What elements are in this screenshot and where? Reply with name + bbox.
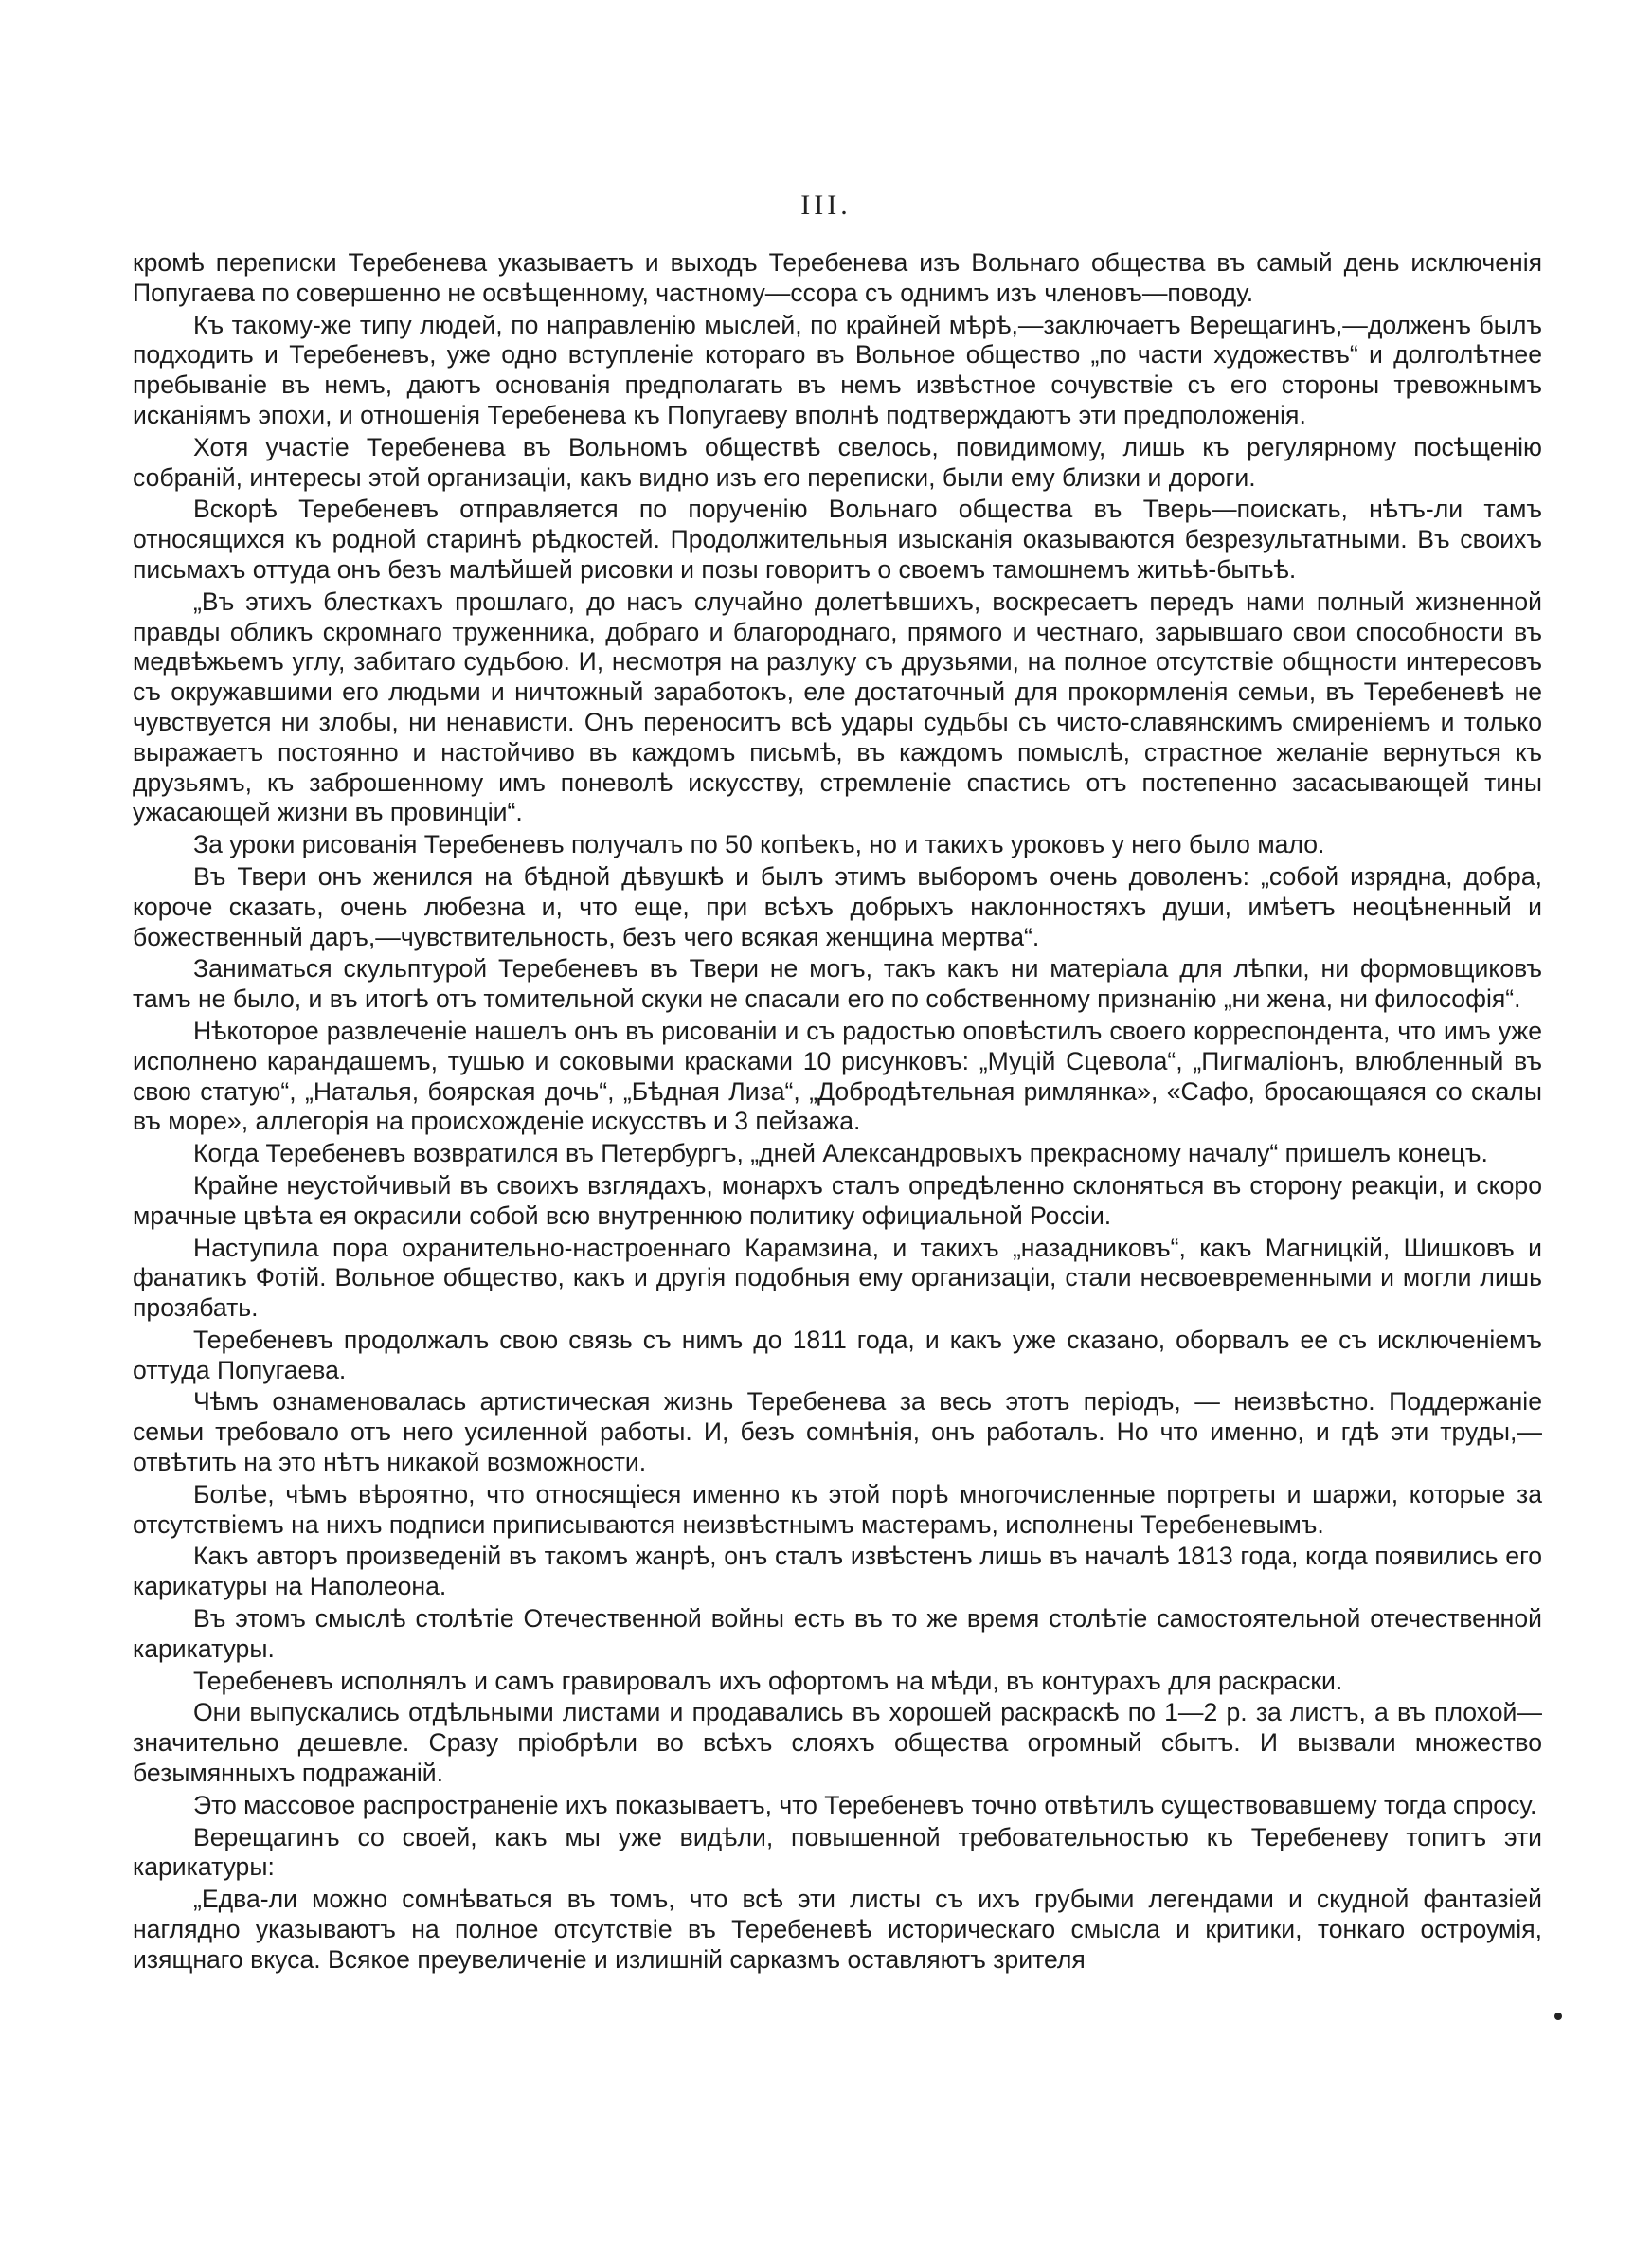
paragraph: Наступила пора охранительно-настроеннаго Карамзина, и такихъ „назадниковъ“, какъ Магницкій, Шишковъ и фанатикъ Фотій. Вольное общество, какъ и другія подобныя ему организаціи, стали несвоевременными и могли лишь прозябать. [133, 1233, 1542, 1323]
paragraph: Когда Теребеневъ возвратился въ Петербургъ, „дней Александровыхъ прекрасному началу“ пришелъ конецъ. [193, 1139, 1488, 1168]
paragraph: „Едва-ли можно сомнѣваться въ томъ, что всѣ эти листы съ ихъ грубыми легендами и скудной фантазіей наглядно указываютъ на полное отсутствіе въ Теребеневѣ историческаго смысла и критики, тонкаго остроумія, изящнаго вкуса. Всякое преувеличеніе и излишній сарказмъ оставляютъ зрителя [133, 1885, 1542, 1974]
paragraph: Теребеневъ исполнялъ и самъ гравировалъ ихъ офортомъ на мѣди, въ контурахъ для раскраски. [193, 1666, 1343, 1695]
paragraph: Это массовое распространеніе ихъ показываетъ, что Теребеневъ точно отвѣтилъ существовавшему тогда спросу. [193, 1790, 1537, 1819]
paragraph: Хотя участіе Теребенева въ Вольномъ обществѣ свелось, повидимому, лишь къ регулярному посѣщенію собраній, интересы этой организаціи, какъ видно изъ его переписки, были ему близки и дороги. [133, 432, 1542, 492]
paragraph: Теребеневъ продолжалъ свою связь съ нимъ до 1811 года, и какъ уже сказано, оборвалъ ее съ исключеніемъ оттуда Попугаева. [133, 1325, 1542, 1384]
paragraph: Болѣе, чѣмъ вѣроятно, что относящіеся именно къ этой порѣ многочисленные портреты и шаржи, которые за отсутствіемъ на нихъ подписи приписываются неизвѣстнымъ мастерамъ, исполнены Теребеневымъ. [133, 1479, 1542, 1539]
ink-dot [1554, 2013, 1562, 2020]
paragraph: „Въ этихъ блесткахъ прошлаго, до насъ случайно долетѣвшихъ, воскресаетъ передъ нами полный жизненной правды обликъ скромнаго труженника, добраго и благороднаго, прямого и честнаго, зарывшаго свои способности въ медвѣжьемъ углу, забитаго судьбою. И, несмотря на разлуку съ друзьями, на полное отсутствіе общности интересовъ съ окружавшими его людьми и ничтожный заработокъ, еле достаточный для прокормленія семьи, въ Теребеневѣ не чувствуется ни злобы, ни ненависти. Онъ переноситъ всѣ удары судьбы съ чисто-славянскимъ смиреніемъ и только выражаетъ постоянно и настойчиво въ каждомъ письмѣ, въ каждомъ помыслѣ, страстное желаніе вернуться къ друзьямъ, къ заброшенному имъ поневолѣ искусству, стремленіе спастись отъ постепенно засасывающей тины ужасающей жизни въ провинціи“. [133, 587, 1542, 827]
paragraph: Въ этомъ смыслѣ столѣтіе Отечественной войны есть въ то же время столѣтіе самостоятельной отечественной карикатуры. [133, 1604, 1542, 1663]
paragraph: Къ такому-же типу людей, по направленію мыслей, по крайней мѣрѣ,—заключаетъ Верещагинъ,—долженъ былъ подходить и Теребеневъ, уже одно вступленіе котораго въ Вольное общество „по части художествъ“ и долголѣтнее пребываніе въ немъ, даютъ основанія предполагать въ немъ извѣстное сочувствіе съ его стороны тревожнымъ исканіямъ эпохи, и отношенія Теребенева къ Попугаеву вполнѣ подтверждаютъ эти предположенія. [133, 310, 1542, 429]
paragraph: Верещагинъ со своей, какъ мы уже видѣли, повышенной требовательностью къ Теребеневу топитъ эти карикатуры: [133, 1822, 1542, 1882]
paragraph: За уроки рисованія Теребеневъ получалъ по 50 копѣекъ, но и такихъ уроковъ у него было мало. [193, 830, 1325, 859]
paragraph: Чѣмъ ознаменовалась артистическая жизнь Теребенева за весь этотъ періодъ, — неизвѣстно. Поддержаніе семьи требовало отъ него усиленной работы. И, безъ сомнѣнія, онъ работалъ. Но что именно, и гдѣ эти труды,—отвѣтить на это нѣтъ никакой возможности. [133, 1387, 1542, 1477]
paragraph: Вскорѣ Теребеневъ отправляется по порученію Вольнаго общества въ Тверь—поискать, нѣтъ-ли тамъ относящихся къ родной старинѣ рѣдкостей. Продолжительныя изысканія оказываются безрезультатными. Въ своихъ письмахъ оттуда онъ безъ малѣйшей рисовки и позы говоритъ о своемъ тамошнемъ житьѣ-бытьѣ. [133, 495, 1542, 584]
paragraph: Крайне неустойчивый въ своихъ взглядахъ, монархъ сталъ опредѣленно склоняться въ сторону реакціи, и скоро мрачные цвѣта ея окрасили собой всю внутреннюю политику официальной Россіи. [133, 1170, 1542, 1230]
paragraph: Заниматься скульптурой Теребеневъ въ Твери не могъ, такъ какъ ни матеріала для лѣпки, ни формовщиковъ тамъ не было, и въ итогѣ отъ томительной скуки не спасали его по собственному признанію „ни жена, ни философія“. [133, 954, 1542, 1014]
paragraph: Въ Твери онъ женился на бѣдной дѣвушкѣ и былъ этимъ выборомъ очень доволенъ: „собой изрядна, добра, короче сказать, очень любезна и, что еще, при всѣхъ добрыхъ наклонностяхъ души, имѣетъ неоцѣненный и божественный даръ,—чувствительность, безъ чего всякая женщина мертва“. [133, 861, 1542, 951]
body-text [133, 248, 1542, 1977]
paragraph: Они выпускались отдѣльными листами и продавались въ хорошей раскраскѣ по 1—2 р. за листъ, а въ плохой—значительно дешевле. Сразу пріобрѣли во всѣхъ слояхъ общества огромный сбытъ. И вызвали множество безымянныхъ подражаній. [133, 1698, 1542, 1788]
paragraph: Какъ авторъ произведеній въ такомъ жанрѣ, онъ сталъ извѣстенъ лишь въ началѣ 1813 года, когда появились его карикатуры на Наполеона. [133, 1542, 1542, 1601]
paragraph: Нѣкоторое развлеченіе нашелъ онъ въ рисованіи и съ радостью оповѣстилъ своего корреспондента, что имъ уже исполнено карандашемъ, тушью и соковыми красками 10 рисунковъ: „Муцій Сцевола“, „Пигмаліонъ, влюбленный въ свою статую“, „Наталья, боярская дочь“, „Бѣдная Лиза“, „Добродѣтельная римлянка», «Сафо, бросающаяся со скалы въ море», аллегорія на происхожденіе искусствъ и 3 пейзажа. [133, 1016, 1542, 1136]
paragraph: кромѣ переписки Теребенева указываетъ и выходъ Теребенева изъ Вольнаго общества въ самый день исключенія Попугаева по совершенно не освѣщенному, частному—ссора съ однимъ изъ членовъ—поводу. [133, 248, 1542, 307]
page-number: III. [800, 190, 852, 221]
